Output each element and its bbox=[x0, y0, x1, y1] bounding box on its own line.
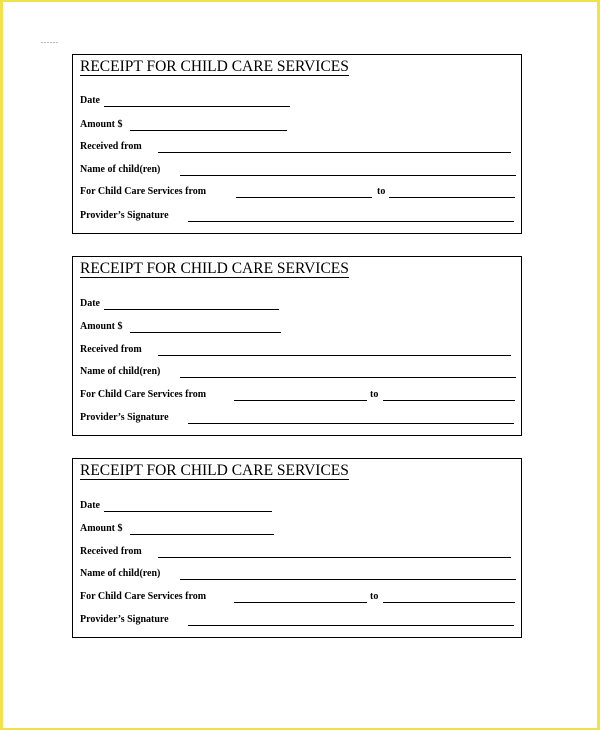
received-from-field[interactable] bbox=[158, 557, 511, 558]
services-to-label: to bbox=[377, 186, 386, 197]
received-from-row bbox=[80, 546, 520, 560]
services-row bbox=[80, 389, 520, 403]
receipt-form-2 bbox=[72, 256, 522, 436]
services-row bbox=[80, 186, 520, 200]
name-of-children-field[interactable] bbox=[180, 175, 516, 176]
name-of-children-row bbox=[80, 164, 520, 178]
amount-field[interactable] bbox=[130, 130, 287, 131]
services-from-label: For Child Care Services from bbox=[80, 186, 207, 197]
amount-label: Amount $ bbox=[80, 523, 123, 534]
received-from-row bbox=[80, 344, 520, 358]
date-field[interactable] bbox=[104, 309, 279, 310]
receipt-title: RECEIPT FOR CHILD CARE SERVICES bbox=[80, 260, 349, 277]
name-of-children-label: Name of child(ren) bbox=[80, 164, 161, 175]
services-to-label: to bbox=[370, 389, 379, 400]
amount-row bbox=[80, 119, 520, 133]
services-to-field[interactable] bbox=[389, 197, 515, 198]
received-from-field[interactable] bbox=[158, 152, 511, 153]
signature-field[interactable] bbox=[188, 423, 514, 424]
name-of-children-label: Name of child(ren) bbox=[80, 568, 161, 579]
services-from-field[interactable] bbox=[236, 197, 372, 198]
signature-row bbox=[80, 412, 520, 426]
name-of-children-label: Name of child(ren) bbox=[80, 366, 161, 377]
signature-label: Provider’s Signature bbox=[80, 210, 169, 221]
received-from-label: Received from bbox=[80, 344, 142, 355]
date-field[interactable] bbox=[104, 511, 272, 512]
date-row bbox=[80, 95, 520, 109]
services-from-field[interactable] bbox=[234, 602, 367, 603]
services-from-label: For Child Care Services from bbox=[80, 389, 207, 400]
signature-field[interactable] bbox=[188, 625, 514, 626]
amount-label: Amount $ bbox=[80, 321, 123, 332]
services-to-field[interactable] bbox=[383, 400, 515, 401]
amount-row bbox=[80, 321, 520, 335]
date-label: Date bbox=[80, 500, 100, 511]
date-row bbox=[80, 298, 520, 312]
signature-field[interactable] bbox=[188, 221, 514, 222]
received-from-field[interactable] bbox=[158, 355, 511, 356]
services-from-label: For Child Care Services from bbox=[80, 591, 207, 602]
date-row bbox=[80, 500, 520, 514]
signature-row bbox=[80, 210, 520, 224]
date-label: Date bbox=[80, 298, 100, 309]
services-from-field[interactable] bbox=[234, 400, 367, 401]
signature-row bbox=[80, 614, 520, 628]
received-from-label: Received from bbox=[80, 546, 142, 557]
name-of-children-row bbox=[80, 568, 520, 582]
services-to-field[interactable] bbox=[383, 602, 515, 603]
services-row bbox=[80, 591, 520, 605]
received-from-label: Received from bbox=[80, 141, 142, 152]
name-of-children-row bbox=[80, 366, 520, 380]
name-of-children-field[interactable] bbox=[180, 377, 516, 378]
corner-mark: ...... bbox=[41, 36, 59, 45]
amount-field[interactable] bbox=[130, 534, 274, 535]
receipt-form-1 bbox=[72, 54, 522, 234]
amount-row bbox=[80, 523, 520, 537]
services-to-label: to bbox=[370, 591, 379, 602]
signature-label: Provider’s Signature bbox=[80, 412, 169, 423]
amount-label: Amount $ bbox=[80, 119, 123, 130]
name-of-children-field[interactable] bbox=[180, 579, 516, 580]
receipt-form-3 bbox=[72, 458, 522, 638]
date-label: Date bbox=[80, 95, 100, 106]
signature-label: Provider’s Signature bbox=[80, 614, 169, 625]
amount-field[interactable] bbox=[130, 332, 281, 333]
received-from-row bbox=[80, 141, 520, 155]
receipt-title: RECEIPT FOR CHILD CARE SERVICES bbox=[80, 462, 349, 479]
date-field[interactable] bbox=[104, 106, 290, 107]
receipt-title: RECEIPT FOR CHILD CARE SERVICES bbox=[80, 58, 349, 75]
